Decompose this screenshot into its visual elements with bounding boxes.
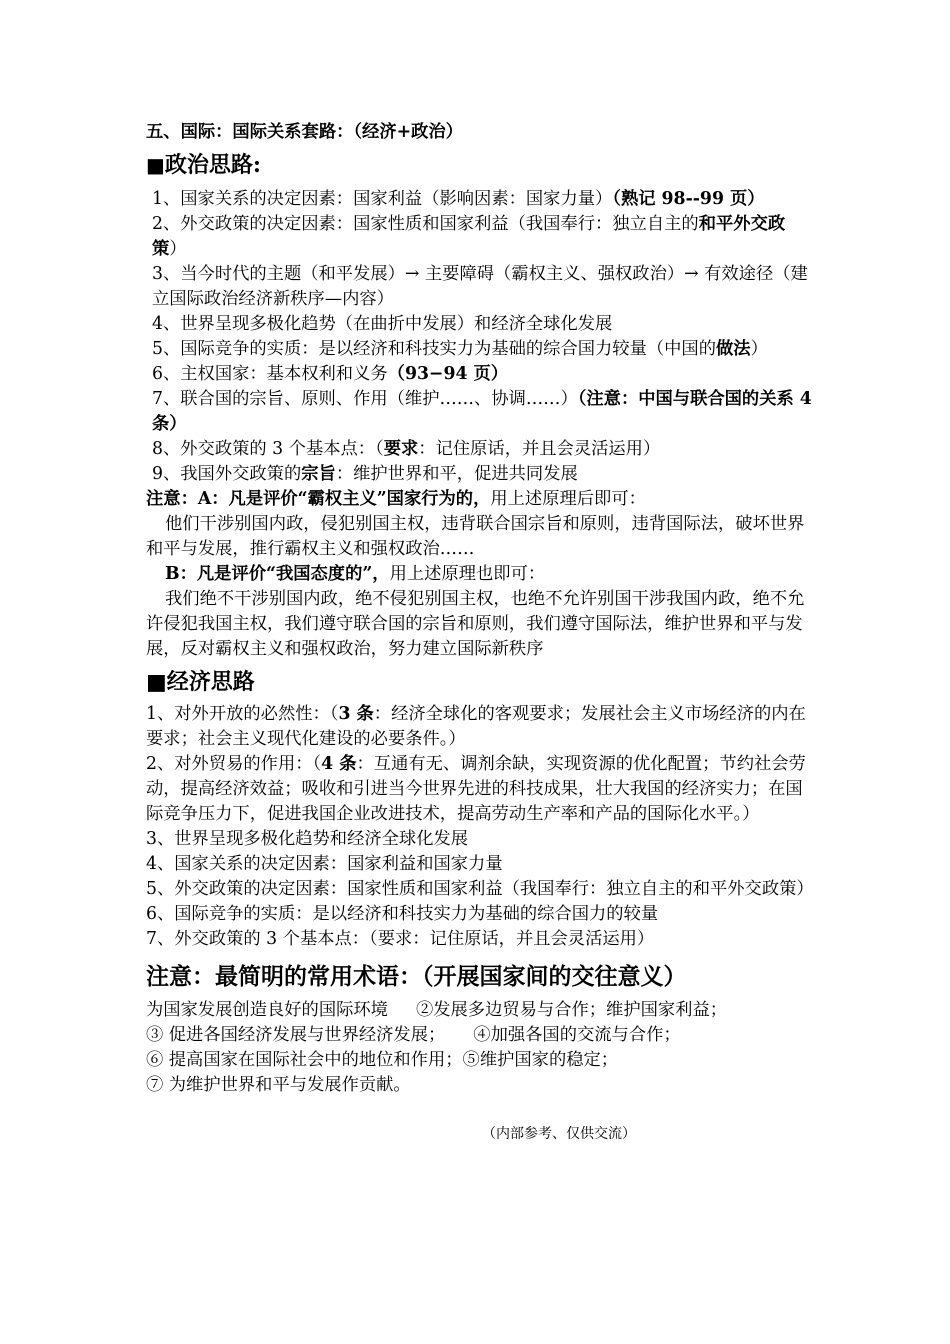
terms-line-2: ③ 促进各国经济发展与世界经济发展； ④加强各国的交流与合作； [146, 1025, 681, 1045]
political-item-5: 5、国际竞争的实质：是以经济和科技实力为基础的综合国力较量（中国的做法） [152, 339, 768, 359]
political-item-2: 2、外交政策的决定因素：国家性质和国家利益（我国奉行：独立自主的和平外交政策） [152, 214, 786, 259]
political-item-3: 3、当今时代的主题（和平发展）→ 主要障碍（霸权主义、强权政治）→ 有效途径（建立国际政治经济新秩序—内容） [152, 264, 808, 309]
political-item-8: 8、外交政策的 3 个基本点：（要求：记住原话，并且会灵活运用） [152, 439, 661, 459]
document-page [146, 120, 812, 1158]
political-heading: ■政治思路: [146, 152, 262, 178]
note-a: 注意：A：凡是评价“霸权主义”国家行为的，用上述原理后即可： [146, 489, 646, 509]
note-a-text: 他们干涉别国内政，侵犯别国主权，违背联合国宗旨和原则，违背国际法，破坏世界和平与发展，推行霸权主义和强权政治…… [146, 514, 805, 559]
terms-line-1: 为国家发展创造良好的国际环境 ②发展多边贸易与合作；维护国家利益； [146, 1000, 728, 1020]
terms-line-3: ⑥ 提高国家在国际社会中的地位和作用；⑤维护国家的稳定； [146, 1050, 619, 1070]
terms-line-4: ⑦ 为维护世界和平与发展作贡献。 [146, 1075, 411, 1095]
section-title: 五、国际：国际关系套路：（经济+政治） [146, 122, 463, 142]
economic-item-3: 3、世界呈现多极化趋势和经济全球化发展 [146, 829, 469, 849]
political-item-7: 7、联合国的宗旨、原则、作用（维护……、协调……）（注意：中国与联合国的关系 4 条） [152, 389, 812, 434]
economic-item-2: 2、对外贸易的作用：（4 条：互通有无、调剂余缺，实现资源的优化配置；节约社会劳动，提高经济效益；吸收和引进当今世界先进的科技成果，壮大我国的经济实力；在国际竞争压力下，促进我国企业改进技术，提高劳动生产率和产品的国际化水平。） [146, 754, 806, 824]
economic-item-1: 1、对外开放的必然性：（3 条：经济全球化的客观要求；发展社会主义市场经济的内在要求；社会主义现代化建设的必要条件。） [146, 704, 806, 749]
political-item-9: 9、我国外交政策的宗旨：维护世界和平，促进共同发展 [152, 464, 578, 484]
economic-item-5: 5、外交政策的决定因素：国家性质和国家利益（我国奉行：独立自主的和平外交政策） [146, 879, 814, 899]
black-square-icon: ■ [146, 669, 167, 695]
black-square-icon: ■ [146, 153, 165, 177]
note-b-text: 我们绝不干涉别国内政，绝不侵犯别国主权，也绝不允许别国干涉我国内政，绝不允许侵犯我国主权，我们遵守联合国的宗旨和原则，我们遵守国际法，维护世界和平与发展，反对霸权主义和强权政治，努力建立国际新秩序 [146, 589, 805, 659]
economic-item-4: 4、国家关系的决定因素：国家利益和国家力量 [146, 854, 503, 874]
economic-heading: ■经济思路 [146, 669, 255, 695]
political-item-6: 6、主权国家：基本权利和义务（93−94 页） [152, 364, 509, 384]
note-b: B：凡是评价“我国态度的”，用上述原理也即可： [165, 564, 546, 584]
terms-heading: 注意：最简明的常用术语：（开展国家间的交往意义） [146, 963, 687, 990]
political-item-4: 4、世界呈现多极化趋势（在曲折中发展）和经济全球化发展 [152, 314, 613, 334]
footer-note: （内部参考、仅供交流） [482, 1126, 636, 1142]
economic-item-7: 7、外交政策的 3 个基本点：（要求：记住原话，并且会灵活运用） [146, 929, 655, 949]
economic-item-6: 6、国际竞争的实质：是以经济和科技实力为基础的综合国力的较量 [146, 904, 659, 924]
political-item-1: 1、国家关系的决定因素：国家利益（影响因素：国家力量）（熟记 98--99 页） [152, 189, 765, 209]
